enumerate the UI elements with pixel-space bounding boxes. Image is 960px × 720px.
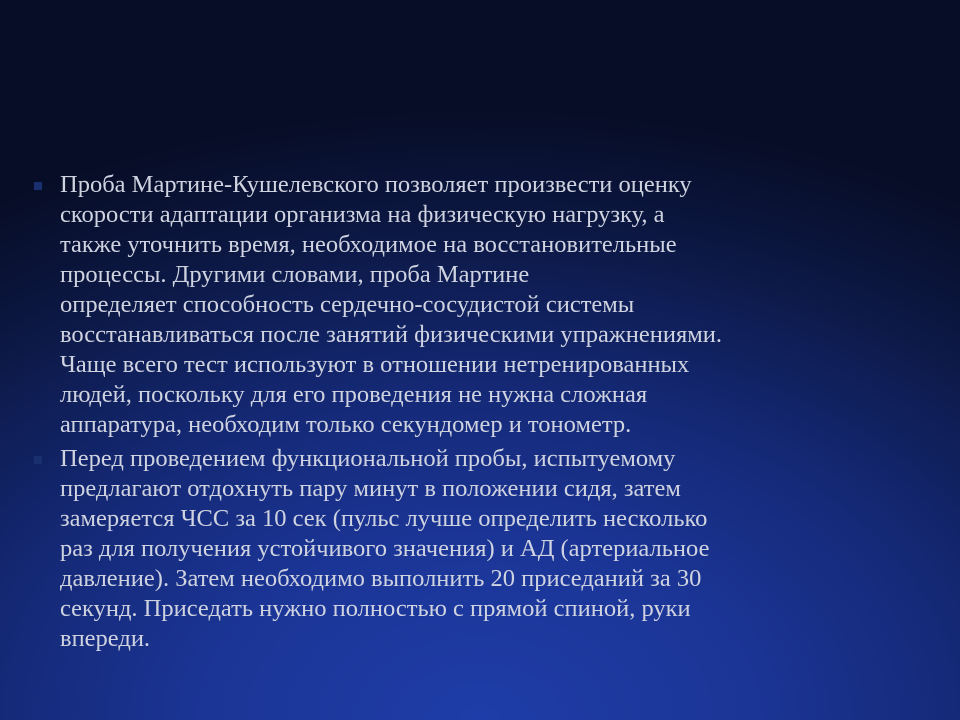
paragraph-text (60, 444, 709, 654)
square-bullet-icon (34, 182, 42, 190)
text-line: восстанавливаться после занятий физическими упражнениями. (60, 321, 722, 348)
text-line: давление). Затем необходимо выполнить 20 приседаний за 30 (60, 565, 702, 592)
text-line: впереди. (60, 625, 151, 652)
text-line: предлагают отдохнуть пару минут в положении сидя, затем (60, 475, 681, 502)
square-bullet-icon (34, 456, 42, 464)
text-line: людей, поскольку для его проведения не нужна сложная (60, 381, 648, 408)
text-line: Проба Мартине-Кушелевского позволяет произвести оценку (60, 171, 692, 198)
text-line: процессы. Другими словами, проба Мартине (60, 261, 530, 288)
text-line: секунд. Приседать нужно полностью с прямой спиной, руки (60, 595, 691, 622)
text-line: аппаратура, необходим только секундомер и тонометр. (60, 411, 632, 438)
text-line: раз для получения устойчивого значения) и АД (артериальное (60, 535, 710, 562)
paragraph-text (60, 170, 722, 440)
slide-body (34, 170, 914, 658)
text-line: скорости адаптации организма на физическую нагрузку, а (60, 201, 665, 228)
text-line: замеряется ЧСС за 10 сек (пульс лучше определить несколько (60, 505, 708, 532)
text-line: Чаще всего тест используют в отношении нетренированных (60, 351, 690, 378)
text-line: также уточнить время, необходимое на восстановительные (60, 231, 677, 258)
text-line: определяет способность сердечно-сосудистой системы (60, 291, 635, 318)
paragraph-2 (34, 444, 914, 654)
paragraph-1 (34, 170, 914, 440)
text-line: Перед проведением функциональной пробы, испытуемому (60, 445, 676, 472)
